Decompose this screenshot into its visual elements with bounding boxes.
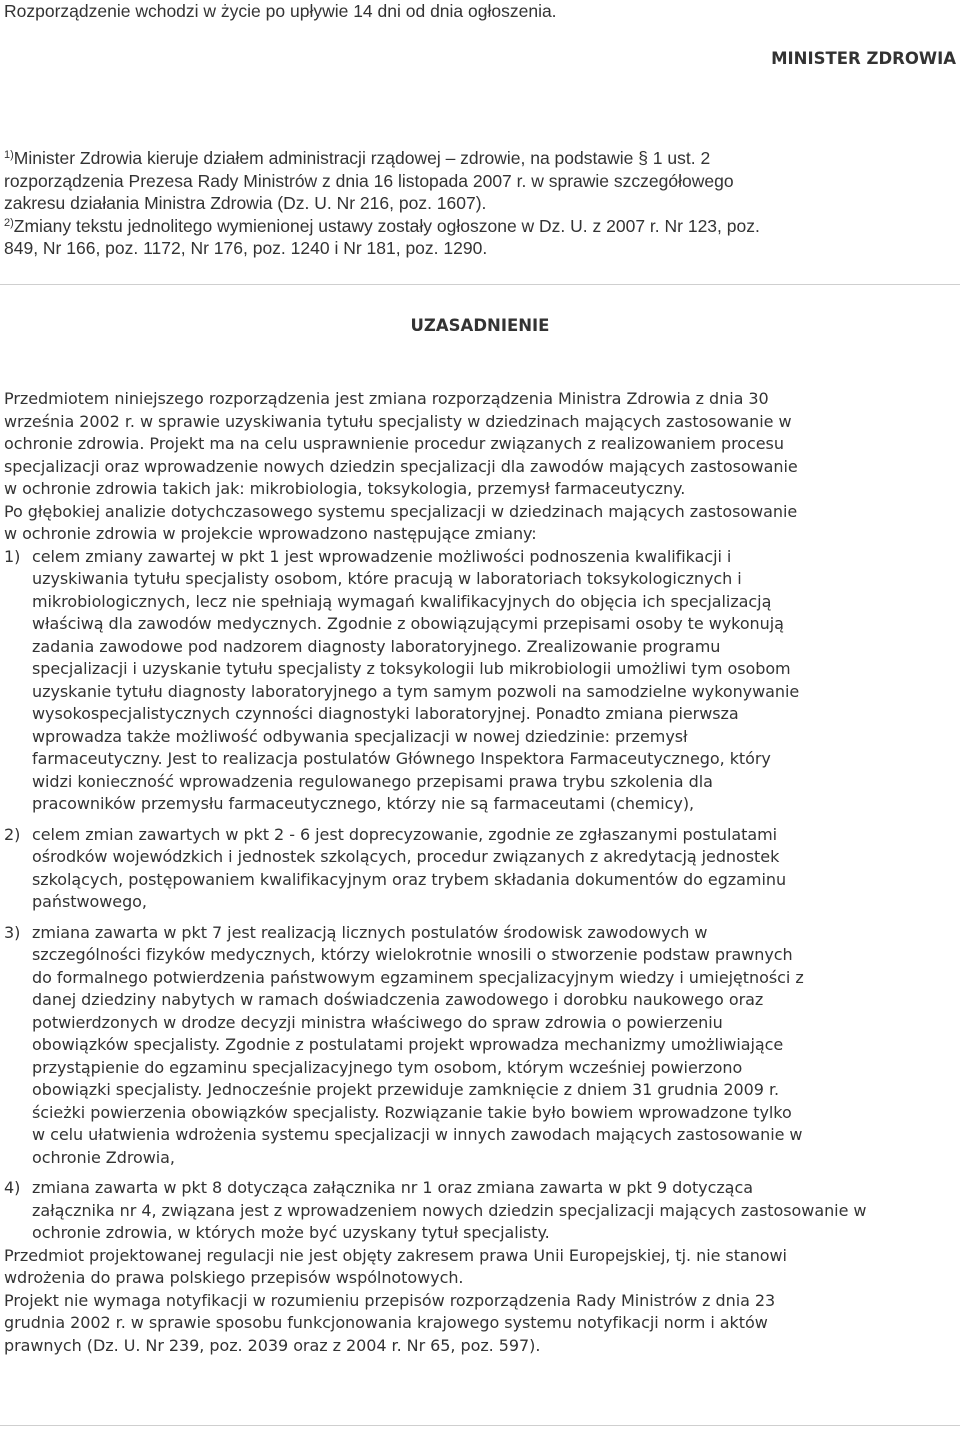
- text-line: uzyskiwania tytułu specjalisty osobom, które pracują w laboratoriach toksykologicznych i: [32, 569, 742, 588]
- list-item: [4, 546, 956, 816]
- text-line: ochronie zdrowia, w których może być uzyskany tytuł specjalisty.: [32, 1223, 550, 1242]
- bottom-divider: [0, 1425, 960, 1426]
- text-line: wdrożenia do prawa polskiego przepisów wspólnotowych.: [4, 1268, 464, 1287]
- spacer: [4, 1169, 956, 1177]
- footnote-1-line: [4, 147, 760, 170]
- text-line: ścieżki powierzenia obowiązków specjalisty. Rozwiązanie takie było bowiem wprowadzone tylko: [32, 1102, 792, 1122]
- list-item: [4, 922, 956, 1170]
- text-line: zmiana zawarta w pkt 8 dotycząca załącznika nr 1 oraz zmiana zawarta w pkt 9 dotycząca: [32, 1178, 753, 1197]
- text-line: potwierdzonych w drodze decyzji ministra właściwego do spraw zdrowia o powierzeniu: [32, 1012, 723, 1032]
- closing-paragraph: [4, 1245, 956, 1358]
- footnote-2-line: 849, Nr 166, poz. 1172, Nr 176, poz. 1240 i Nr 181, poz. 1290.: [4, 238, 488, 258]
- text-line: Projekt nie wymaga notyfikacji w rozumieniu przepisów rozporządzenia Rady Ministrów z dnia 23: [4, 1290, 776, 1310]
- list-item-number: 2): [4, 824, 21, 844]
- divider: [0, 284, 960, 285]
- text-line: w celu ułatwienia wdrożenia systemu specjalizacji w innych zawodach mających zastosowanie w: [32, 1125, 803, 1144]
- text-line: prawnych (Dz. U. Nr 239, poz. 2039 oraz z 2004 r. Nr 65, poz. 597).: [4, 1335, 541, 1355]
- text-line: obowiązków specjalisty. Zgodnie z postulatami projekt wprowadza mechanizmy umożliwiające: [32, 1035, 784, 1054]
- text-line: szkolących, postępowaniem kwalifikacyjnym oraz trybem składania dokumentów do egzaminu: [32, 869, 787, 889]
- justification-body: [4, 388, 956, 1357]
- text-line: farmaceutyczny. Jest to realizacja postulatów Głównego Inspektora Farmaceutycznego, który: [32, 749, 771, 768]
- text-line: szczególności fizyków medycznych, którzy wielokrotnie wnosili o stworzenie podstaw prawnych: [32, 945, 793, 964]
- footnote-2-text: Zmiany tekstu jednolitego wymienionej ustawy zostały ogłoszone w Dz. U. z 2007 r. Nr 123, poz.: [13, 215, 760, 236]
- signature: MINISTER ZDROWIA: [771, 49, 956, 68]
- text-line: Po głębokiej analizie dotychczasowego systemu specjalizacji w dziedzinach mających zastosowanie: [4, 501, 798, 521]
- text-line: przystąpienie do egzaminu specjalizacyjnego tym osobom, którym wcześniej powierzono: [32, 1057, 743, 1077]
- text-line: ochronie Zdrowia,: [32, 1147, 175, 1167]
- spacer: [4, 914, 956, 922]
- list-item-number: 3): [4, 922, 21, 942]
- text-line: w ochronie zdrowia takich jak: mikrobiologia, toksykologia, przemysł farmaceutyczny.: [4, 479, 686, 498]
- text-line: załącznika nr 4, związana jest z wprowadzeniem nowych dziedzin specjalizacji mających zastosowanie w: [32, 1200, 867, 1220]
- text-line: wysokospecjalistycznych czynności diagnostyki laboratoryjnej. Ponadto zmiana pierwsza: [32, 704, 739, 723]
- footnote-1-mark: 1): [4, 149, 14, 161]
- intro-paragraph: [4, 388, 956, 546]
- section-heading: UZASADNIENIE: [410, 316, 550, 335]
- text-line: w ochronie zdrowia w projekcie wprowadzono następujące zmiany:: [4, 524, 537, 543]
- text-line: mikrobiologicznych, lecz nie spełniają wymagań kwalifikacyjnych do objęcia ich specjalizacją: [32, 591, 772, 611]
- text-line: właściwą dla zawodów medycznych. Zgodnie z obowiązującymi przepisami osoby te wykonują: [32, 614, 784, 633]
- text-line: września 2002 r. w sprawie uzyskiwania tytułu specjalisty w dziedzinach mających zastosowanie w: [4, 411, 792, 431]
- text-line: danej dziedziny nabytych w ramach doświadczenia zawodowego i dorobku naukowego oraz: [32, 990, 764, 1009]
- spacer: [4, 816, 956, 824]
- text-line: pracowników przemysłu farmaceutycznego, którzy nie są farmaceutami (chemicy),: [32, 794, 695, 813]
- entry-into-force-text: Rozporządzenie wchodzi w życie po upływie 14 dni od dnia ogłoszenia.: [4, 1, 557, 21]
- text-line: Przedmiot projektowanej regulacji nie jest objęty zakresem prawa Unii Europejskiej, tj. nie stanowi: [4, 1245, 787, 1265]
- text-line: zadania zawodowe pod nadzorem diagnosty laboratoryjnego. Zrealizowanie programu: [32, 636, 721, 656]
- footnote-2-line: [4, 215, 760, 238]
- footnote-1-text: Minister Zdrowia kieruje działem administracji rządowej – zdrowie, na podstawie § 1 ust. 2: [13, 148, 711, 168]
- text-line: Przedmiotem niniejszego rozporządzenia jest zmiana rozporządzenia Ministra Zdrowia z dnia 30: [4, 389, 769, 408]
- text-line: ośrodków wojewódzkich i jednostek szkolących, procedur związanych z akredytacją jednostek: [32, 847, 780, 866]
- text-line: uzyskanie tytułu diagnosty laboratoryjnego a tym samym pozwoli na samodzielne wykonywanie: [32, 681, 800, 701]
- text-line: do formalnego potwierdzenia państwowym egzaminem specjalizacyjnym wiedzy i umiejętności z: [32, 967, 804, 987]
- footnotes: [4, 147, 760, 260]
- text-line: ochronie zdrowia. Projekt ma na celu usprawnienie procedur związanych z realizowaniem procesu: [4, 434, 784, 453]
- footnote-2-mark: 2): [4, 216, 14, 229]
- list-item-number: 1): [4, 546, 21, 566]
- text-line: grudnia 2002 r. w sprawie sposobu funkcjonowania krajowego systemu notyfikacji norm i aktów: [4, 1313, 768, 1332]
- text-line: zmiana zawarta w pkt 7 jest realizacją licznych postulatów środowisk zawodowych w: [32, 922, 708, 942]
- text-line: wprowadza także możliwość odbywania specjalizacji w nowej dziedzinie: przemysł: [32, 726, 688, 746]
- footnote-1-line: rozporządzenia Prezesa Rady Ministrów z dnia 16 listopada 2007 r. w sprawie szczegółowego: [4, 170, 734, 191]
- text-line: celem zmian zawartych w pkt 2 - 6 jest doprecyzowanie, zgodnie ze zgłaszanymi postulatami: [32, 824, 778, 844]
- text-line: państwowego,: [32, 892, 147, 911]
- text-line: celem zmiany zawartej w pkt 1 jest wprowadzenie możliwości podnoszenia kwalifikacji i: [32, 546, 732, 566]
- footnote-1-line: zakresu działania Ministra Zdrowia (Dz. U. Nr 216, poz. 1607).: [4, 193, 487, 213]
- list-item-number: 4): [4, 1178, 21, 1197]
- text-line: specjalizacji i uzyskanie tytułu specjalisty z toksykologii lub mikrobiologii umożliwi tym osobom: [32, 659, 791, 678]
- text-line: obowiązki specjalisty. Jednocześnie projekt przewiduje zamknięcie z dniem 31 grudnia 2009 r.: [32, 1080, 780, 1099]
- text-line: specjalizacji oraz wprowadzenie nowych dziedzin specjalizacji dla zawodów mających zastosowanie: [4, 456, 798, 476]
- list-item: [4, 824, 956, 914]
- text-line: widzi konieczność wprowadzenia regulowanego przepisami prawa trybu szkolenia dla: [32, 771, 713, 791]
- list-item: [4, 1177, 956, 1245]
